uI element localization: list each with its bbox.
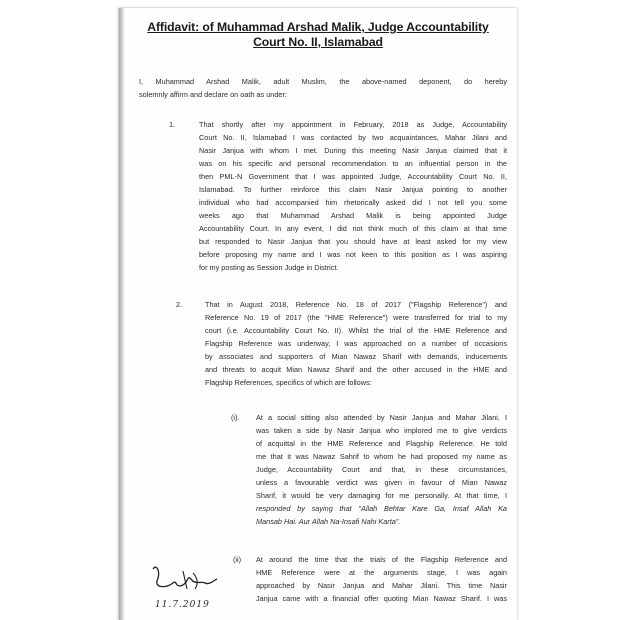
paragraph-2-line: Flagship Reference was underway, I was approached on a number of occasions [205,339,507,348]
subparagraph-ii-number: (ii) [233,555,242,564]
paragraph-1-line: Accountability Court. In any event, I did not think much of this claim at that time [199,224,507,233]
paragraph-1-line: Islamabad. To further reinforce this claim Nasir Janjua pointing to another [199,185,507,194]
paragraph-1-line: was on his specific and personal recommendation to an influential person in the [199,159,507,168]
subparagraph-i-line: was taken a side by Nasir Janjua who implored me to give verdicts [256,426,507,435]
subparagraph-i-line: me that it was Nawaz Sahrif to whom he had proposed my name as [256,452,507,461]
subparagraph-i-line: Judge, Accountability Court and that, in these circumstances, [256,465,507,474]
document-title-line-2: Court No. II, Islamabad [253,35,383,49]
paragraph-1-line: individual who had accompanied him rhetorically asked did I not tell you some [199,198,507,207]
signature-date: 11.7.2019 [155,600,210,610]
paragraph-2-line: court (i.e. Accountability Court No. II). Whilst the trial of the HME Reference and [205,326,507,335]
paragraph-1-line: for my posting as Session Judge in District. [199,263,339,272]
subparagraph-ii-line: approached by Nasir Janjua and Mahar Jilani. This time Nasir [256,581,507,590]
paragraph-2-line: That in August 2018, Reference No. 18 of 2017 ("Flagship Reference") and [205,300,507,309]
paragraph-2-line: Reference No. 19 of 2017 (the "HME Reference") were transferred for trial to my [205,313,507,322]
subparagraph-ii-line: Janjua came with a financial offer quoting Mian Nawaz Sharif. I was [256,594,507,603]
paragraph-2-line: and threats to acquit Mian Nawaz Sharif and the other accused in the HME and [205,365,507,374]
subparagraph-i-number: (i). [231,413,240,422]
document-title-line-1: Affidavit: of Muhammad Arshad Malik, Judge Accountability [147,20,489,34]
paragraph-2-line: by associates and supporters of Mian Nawaz Sharif with demands, inducements [205,352,507,361]
subparagraph-ii-line: At around the time that the trials of the Flagship Reference and [256,555,507,564]
subparagraph-i-line: Mansab Hai. Aur Allah Na-Insafi Nahi Karta". [256,517,401,526]
intro-line: solemnly affirm and declare on oath as under: [139,90,287,99]
subparagraph-ii-line: HME Reference were at the arguments stage, I was again [256,568,507,577]
paragraph-1-line: then PML-N Government that I was appointed Judge, Accountability Court No. II, [199,172,507,181]
paragraph-1-line: Court No. II, Islamabad I was contacted by two acquaintances, Mahar Jilani and [199,133,507,142]
subparagraph-i-line: of acquittal in the HME Reference and Flagship Reference. He told [256,439,507,448]
subparagraph-i-line: unless a favourable verdict was given in favour of Mian Nawaz [256,478,507,487]
paragraph-2-line: Flagship References, specifics of which are follows: [205,378,372,387]
paragraph-1-line: weeks ago that Muhammad Arshad Malik is being appointed Judge [199,211,507,220]
affidavit-page [119,8,517,620]
subparagraph-i-line: At a social sitting also attended by Nasir Janjua and Mahar Jilani, I [256,413,507,422]
subparagraph-i-line: responded by saying that "Allah Behtar Kare Ga, Insaf Allah Ka [256,504,507,513]
handwritten-signature [149,561,221,603]
paragraph-1-line: before proposing my name and I was not keen to this position as I was aspiring [199,250,507,259]
paragraph-1-number: 1. [169,120,176,129]
paragraph-1-line: Nasir Janjua with whom I met. During this meeting Nasir Janjua claimed that it [199,146,507,155]
subparagraph-i-line: Sharif, it would be very damaging for me personally. At that time, I [256,491,507,500]
paragraph-1-line: but responded to Nasir Janjua that you should have at least asked for my view [199,237,507,246]
paragraph-1-line: That shortly after my appointment in February, 2018 as Judge, Accountability [199,120,507,129]
paragraph-2-number: 2. [176,300,183,309]
intro-line: I, Muhammad Arshad Malik, adult Muslim, the above-named deponent, do hereby [139,77,507,86]
